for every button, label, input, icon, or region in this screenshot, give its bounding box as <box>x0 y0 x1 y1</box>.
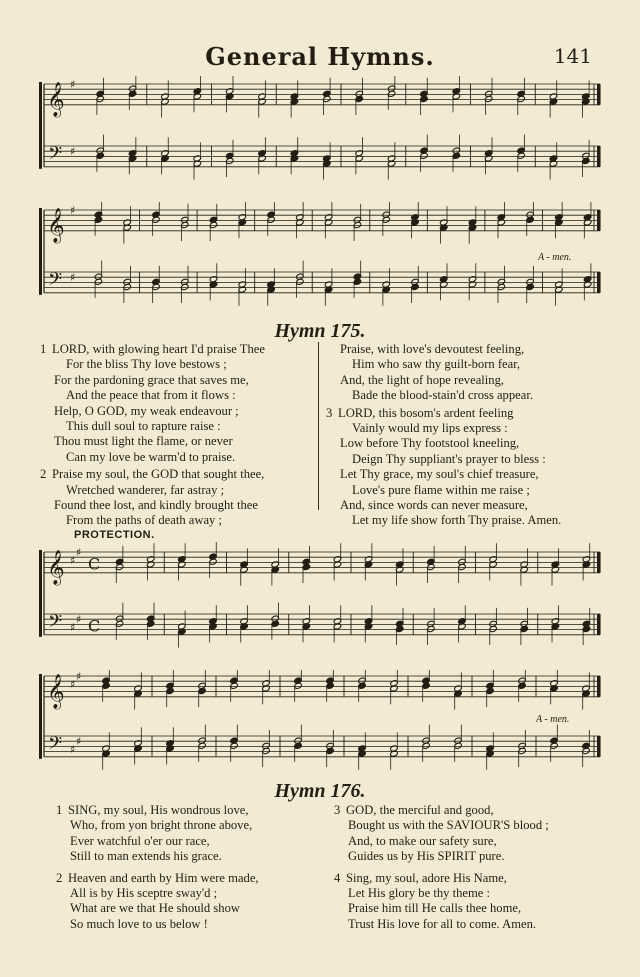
svg-text:𝄞: 𝄞 <box>47 549 65 585</box>
verse-3: 3 LORD, this bosom's ardent feeling Vainly would my lips express : Low before Thy footstool kneeling, Deign Thy suppliant's prayer to bless : Let Thy grace, my soul's chief treasure, Love's pure flame within me raise ; And, since words can never measure, Let my life show forth Thy praise. Amen. <box>326 405 562 528</box>
svg-text:𝄢: 𝄢 <box>48 733 63 759</box>
svg-text:𝄢: 𝄢 <box>48 143 63 169</box>
hymn-176-title: Hymn 176. <box>274 780 366 802</box>
section-label: PROTECTION. <box>74 529 155 541</box>
hymn-175-score-system-2 <box>38 202 604 322</box>
svg-text:𝄢: 𝄢 <box>48 269 63 295</box>
svg-text:♯: ♯ <box>76 670 82 683</box>
svg-text:C: C <box>88 554 101 574</box>
svg-text:♯: ♯ <box>70 145 76 159</box>
engraving <box>39 202 600 306</box>
verse-2: 2 Heaven and earth by Him were made, All is by His sceptre sway'd ; What are we that He should show So much love to us below ! <box>56 870 259 931</box>
music-staff-system <box>38 202 604 322</box>
column-divider <box>318 342 319 510</box>
svg-text:♯: ♯ <box>70 204 76 217</box>
verse-2: 2 Praise my soul, the GOD that sought thee, Wretched wanderer, far astray ; Found thee lost, and kindly brought thee From the paths of death away ; <box>40 467 265 528</box>
verses-left-column <box>40 342 318 531</box>
verse-1: 1 LORD, with glowing heart I'd praise Thee For the bliss Thy love bestows ; For the pardoning grace that saves me, And the peace that from it flows : Help, O GOD, my weak endeavour ; This dull soul to rapture raise : Thou must light the flame, or never Can my love be warm'd to praise. <box>40 342 265 464</box>
svg-text:♯: ♯ <box>70 271 76 285</box>
svg-text:C: C <box>88 616 101 636</box>
svg-text:♯: ♯ <box>70 677 76 691</box>
running-header: General Hymns. <box>205 42 435 71</box>
verses-left-column <box>56 803 326 934</box>
svg-text:𝄞: 𝄞 <box>47 207 65 243</box>
hymn-175-title: Hymn 175. <box>274 320 366 342</box>
amen-label: A - men. <box>538 252 572 263</box>
page-number: 141 <box>553 44 592 68</box>
verses-right-column <box>326 342 616 531</box>
music-staff-system <box>38 542 604 662</box>
music-staff-system <box>38 670 604 782</box>
verse-1: 1 SING, my soul, His wondrous love, Who, from yon bright throne above, Ever watchful o'er our race, Still to man extends his grace. <box>56 803 253 864</box>
svg-text:♯: ♯ <box>70 78 76 91</box>
svg-text:𝄞: 𝄞 <box>47 81 65 117</box>
engraving <box>39 76 600 180</box>
svg-text:♯: ♯ <box>76 546 82 559</box>
svg-text:♯: ♯ <box>70 743 76 756</box>
verse-3: 3 GOD, the merciful and good, Bought us with the SAVIOUR'S blood ; And, to make our safety sure, Guides us by His SPIRIT pure. <box>334 803 549 864</box>
hymn-176-score-system-1 <box>38 542 604 662</box>
svg-text:♯: ♯ <box>76 613 82 627</box>
hymn-176-score-system-2 <box>38 670 604 782</box>
verse-2-continued: Praise, with love's devoutest feeling, Him who saw thy guilt-born fear, And, the light of hope revealing, Bade the blood-stain'd cross appear. <box>340 342 533 403</box>
engraving <box>39 670 600 770</box>
svg-text:♯: ♯ <box>76 735 82 749</box>
engraving <box>39 542 600 648</box>
svg-text:♯: ♯ <box>70 621 76 634</box>
svg-text:𝄞: 𝄞 <box>47 673 65 709</box>
verse-4: 4 Sing, my soul, adore His Name, Let His glory be thy theme : Praise him till He calls thee home, Trust His love for all to come. Amen. <box>334 870 537 931</box>
music-staff-system <box>38 76 604 196</box>
verses-right-column <box>334 803 624 934</box>
amen-label: A - men. <box>536 714 570 725</box>
svg-text:♯: ♯ <box>70 553 76 567</box>
svg-text:𝄢: 𝄢 <box>48 611 63 637</box>
hymn-175-score-system-1 <box>38 76 604 196</box>
